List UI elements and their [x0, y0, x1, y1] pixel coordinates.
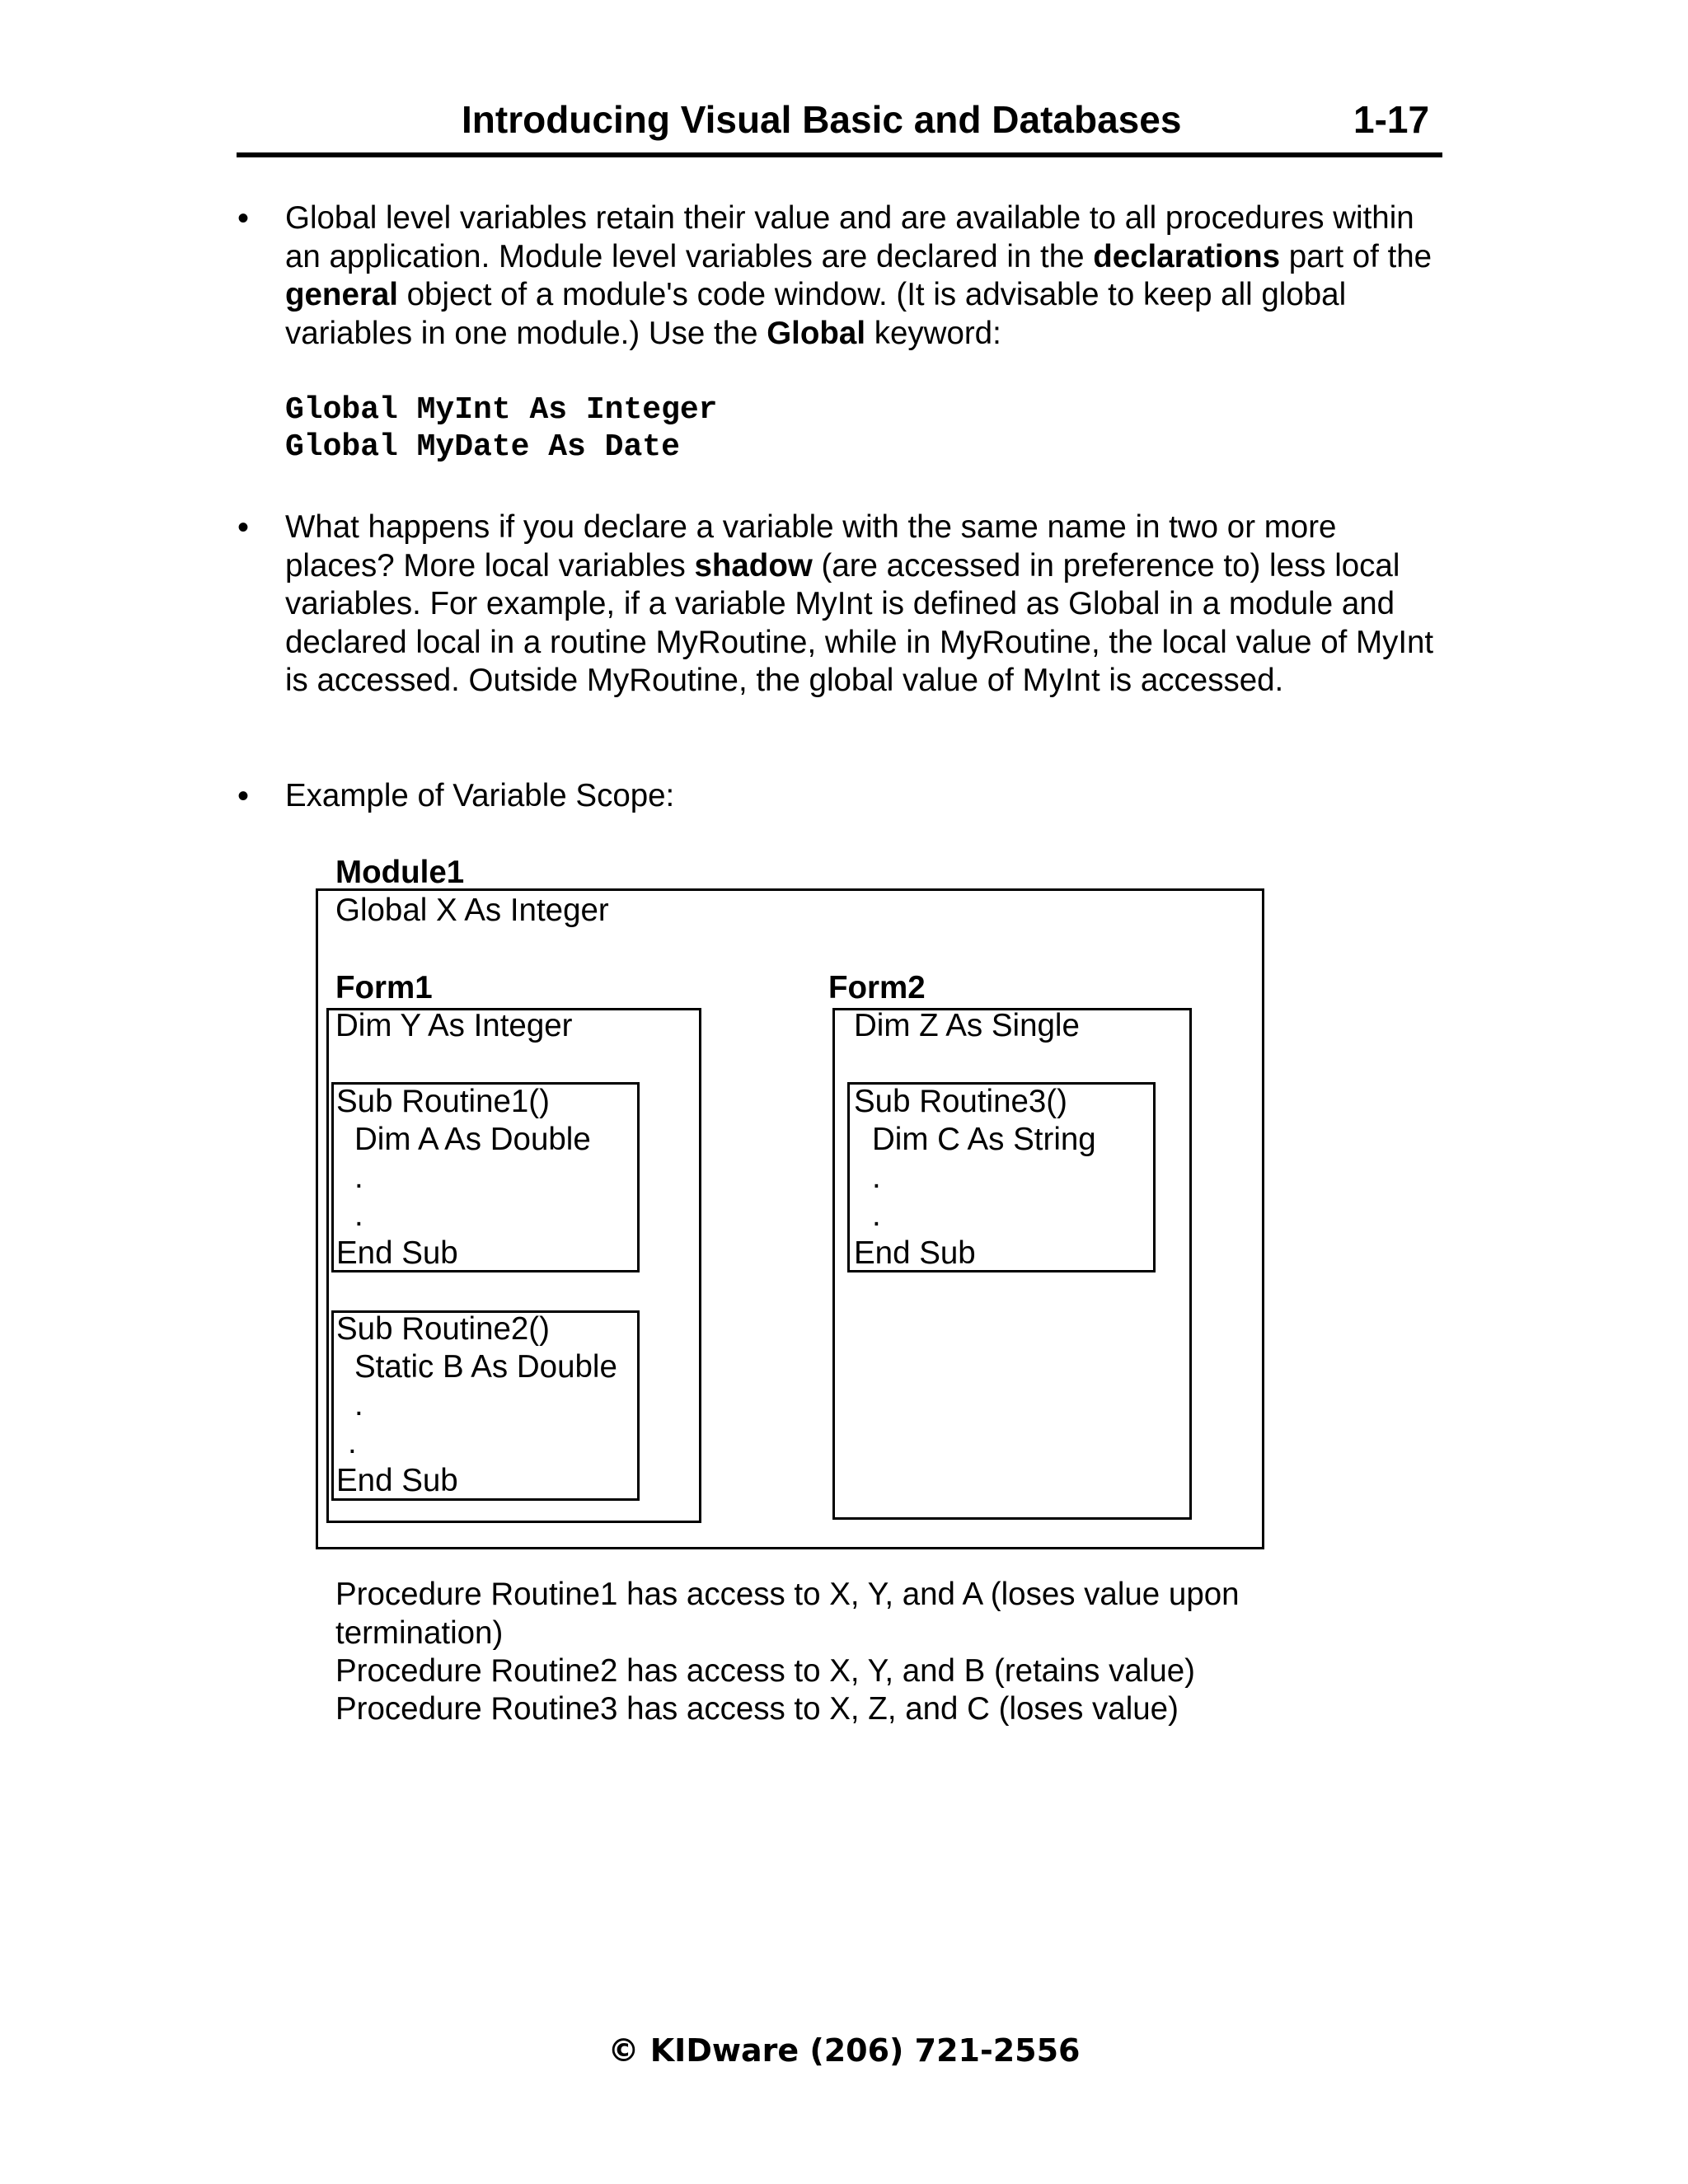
- routine1-footer: End Sub: [336, 1235, 458, 1271]
- bullet-marker: •: [237, 509, 250, 546]
- routine2-ellipsis-dot: .: [348, 1425, 357, 1460]
- routine2-declaration: Static B As Double: [354, 1349, 617, 1385]
- routine2-footer: End Sub: [336, 1463, 458, 1498]
- summary-routine1: Procedure Routine1 has access to X, Y, and A (loses value upon termination): [335, 1577, 1240, 1651]
- summary-routine3: Procedure Routine3 has access to X, Z, and C (loses value): [335, 1691, 1179, 1727]
- text-run: What happens if you declare a variable with the same name in two or more places? More local variables: [285, 509, 1337, 583]
- bold-term: shadow: [694, 547, 813, 583]
- form1-declaration: Dim Y As Integer: [335, 1008, 573, 1043]
- code-line: Global MyInt As Integer: [285, 392, 718, 428]
- routine3-ellipsis-dot: .: [872, 1160, 881, 1195]
- routine1-ellipsis-dot: .: [354, 1160, 363, 1195]
- routine3-footer: End Sub: [854, 1235, 976, 1271]
- copyright-footer: © KIDware (206) 721-2556: [607, 2032, 1081, 2069]
- routine1-header: Sub Routine1(): [336, 1084, 550, 1119]
- bold-term: Global: [767, 315, 866, 351]
- form2-title: Form2: [828, 970, 926, 1005]
- text-run: object of a module's code window. (It is advisable to keep all global variables in one module.) Use the: [285, 277, 1347, 351]
- text-run: Global level variables retain their value and are available to all procedures within an application. Module level variables are declared in the: [285, 200, 1414, 274]
- bullet-marker: •: [237, 200, 250, 237]
- bold-term: declarations: [1093, 238, 1281, 274]
- page-title: Introducing Visual Basic and Databases: [462, 98, 1182, 141]
- header-rule: [237, 152, 1442, 157]
- routine3-ellipsis-dot: .: [872, 1197, 881, 1233]
- page-number: 1-17: [1353, 98, 1430, 141]
- form2-declaration: Dim Z As Single: [854, 1008, 1080, 1043]
- bold-term: general: [285, 277, 398, 312]
- module1-title: Module1: [335, 855, 465, 890]
- paragraph-global-variables: [285, 199, 1447, 353]
- routine1-declaration: Dim A As Double: [354, 1122, 591, 1157]
- code-line: Global MyDate As Date: [285, 429, 680, 465]
- routine2-ellipsis-dot: .: [354, 1387, 363, 1422]
- text-run: keyword:: [865, 315, 1001, 351]
- routine1-ellipsis-dot: .: [354, 1197, 363, 1233]
- paragraph-scope-example: Example of Variable Scope:: [285, 778, 675, 813]
- routine3-header: Sub Routine3(): [854, 1084, 1067, 1119]
- routine2-header: Sub Routine2(): [336, 1311, 550, 1347]
- module1-declaration: Global X As Integer: [335, 893, 609, 928]
- summary-routine2: Procedure Routine2 has access to X, Y, and B (retains value): [335, 1653, 1195, 1689]
- text-run: part of the: [1280, 238, 1432, 274]
- routine3-declaration: Dim C As String: [872, 1122, 1096, 1157]
- form1-title: Form1: [335, 970, 433, 1005]
- paragraph-shadowing: [285, 509, 1447, 701]
- bullet-marker: •: [237, 778, 250, 814]
- text-run: (are accessed in preference to) less local variables. For example, if a variable MyInt is defined as Global in a module and declared local in a routine MyRoutine, while in MyRoutine, the local value of MyInt is accessed. Outside MyRoutine, the global value of MyInt is accessed.: [285, 547, 1434, 698]
